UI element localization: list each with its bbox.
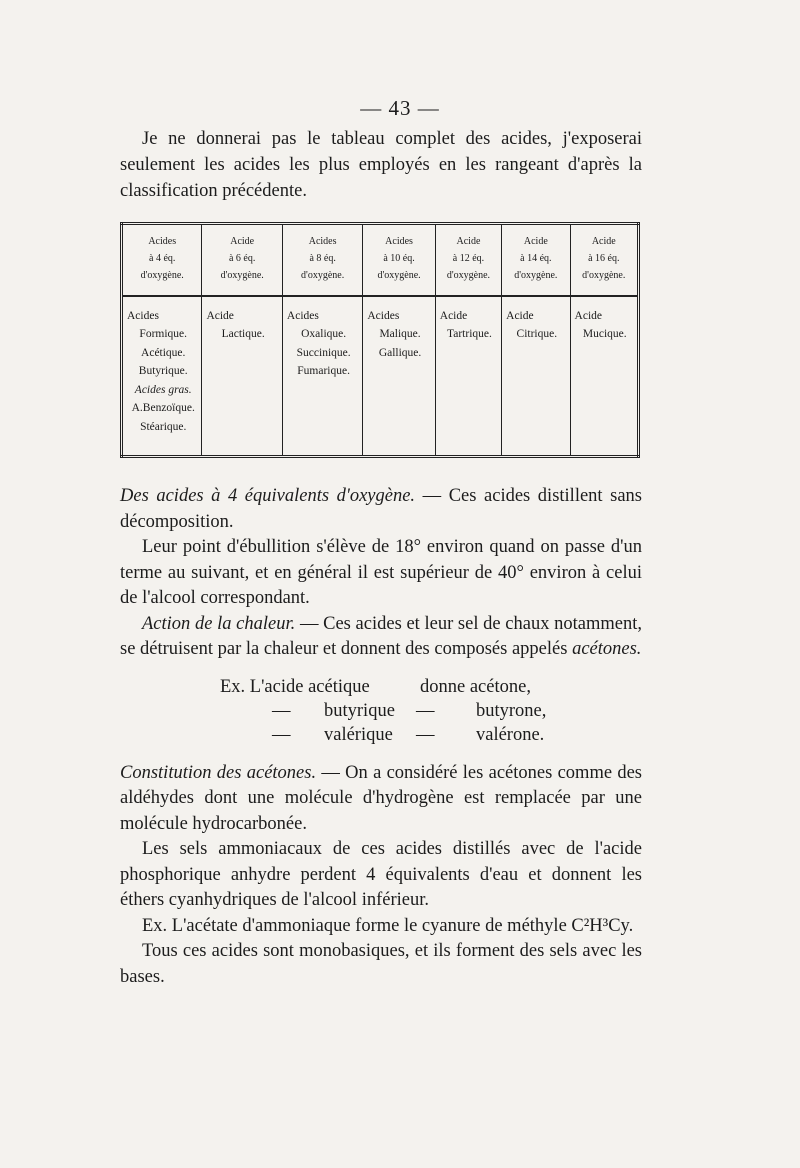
paragraph-4-eq-acids: Des acides à 4 équivalents d'oxygène. — Ces acides distillent sans décomposition. [120,486,642,532]
header-4-eq: Acides à 4 éq. d'oxygène. [122,224,202,296]
table-header-row [122,224,639,296]
table-cell: Acide [574,309,602,322]
paragraph-example-cyanide: Ex. L'acétate d'ammoniaque forme le cyanure de méthyle C²H³Cy. [142,915,634,936]
acid-classification-table [120,222,640,458]
example-row: Ex. L'acide acétique donne acétone, [220,676,531,697]
table-cell: Tartrique. [447,328,492,340]
table-cell: Succinique. [296,346,351,359]
table-cell: Acétique. [141,346,186,359]
column-16-eq [570,296,638,457]
section-title: Action de la chaleur. [142,613,296,634]
table-cell: Acides gras. [134,383,192,396]
body-text [120,484,642,990]
example-row: — valérique — valérone. [272,724,545,745]
paragraph-constitution: Constitution des acétones. — On a considéré les acétones comme des aldéhydes dont une molécule d'hydrogène est remplacée par une molécule hydrocarbonée. [120,762,642,834]
table-cell: Mucique. [582,328,627,340]
column-8-eq [282,296,362,457]
table-cell: Gallique. [378,346,422,359]
intro-paragraph [120,126,642,204]
table-body-row [122,296,639,457]
table-cell: Acides [127,309,159,322]
section-title: Des acides à 4 équivalents d'oxygène. [120,486,416,506]
table-cell: Butyrique. [138,365,188,377]
table-cell: Acide [506,309,534,322]
column-4-eq [122,296,202,457]
column-14-eq [502,296,570,457]
table-cell: Acide [439,309,468,322]
column-12-eq [435,296,501,457]
section-title: Constitution des acétones. [120,762,317,783]
table-cell: A.Benzoïque. [131,402,195,414]
table-cell: Oxalique. [301,328,347,340]
header-6-eq: Acide à 6 éq. d'oxygène. [202,224,282,296]
table-cell: Formique. [139,328,188,340]
paragraph-monobasic: Tous ces acides sont monobasiques, et ils forment des sels avec les bases. [120,941,642,987]
header-14-eq: Acide à 14 éq. d'oxygène. [502,224,570,296]
column-10-eq [363,296,435,457]
table-cell: Malique. [379,328,421,340]
table-cell: Fumarique. [297,365,350,377]
table-cell: Acide [206,309,234,322]
column-6-eq [202,296,282,457]
table-cell: Acides [286,309,319,322]
table-cell: Lactique. [221,328,265,340]
intro-text: Je ne donnerai pas le tableau complet des acides, j'exposerai seulement les acides les plus employés en les rangeant d'après la classification précédente. [120,129,642,201]
table-cell: Stéarique. [140,420,187,433]
paragraph-boiling-point: Leur point d'ébullition s'élève de 18° environ quand on passe d'un terme au suivant, et en général il est supérieur de 40° environ à celui de l'alcool correspondant. [120,537,642,608]
page-number: — 43 — [360,96,440,120]
header-10-eq: Acides à 10 éq. d'oxygène. [363,224,435,296]
header-12-eq: Acide à 12 éq. d'oxygène. [435,224,501,296]
paragraph-ammonium-salts: Les sels ammoniacaux de ces acides distillés avec de l'acide phosphorique anhydre perdent 4 équivalents d'eau et donnent les éthers cyanhydriques de l'alcool inférieur. [120,839,642,910]
term-acetones: acétones. [572,639,642,659]
header-16-eq: Acide à 16 éq. d'oxygène. [570,224,638,296]
header-8-eq: Acides à 8 éq. d'oxygène. [282,224,362,296]
table-cell: Acides [367,309,400,322]
example-row: — butyrique — butyrone, [272,700,547,721]
table-cell: Citrique. [516,328,558,340]
examples-block [120,675,642,747]
paragraph-heat-action: Action de la chaleur. — Ces acides et leur sel de chaux notamment, se détruisent par la chaleur et donnent des composés appelés acétones. [120,613,642,659]
